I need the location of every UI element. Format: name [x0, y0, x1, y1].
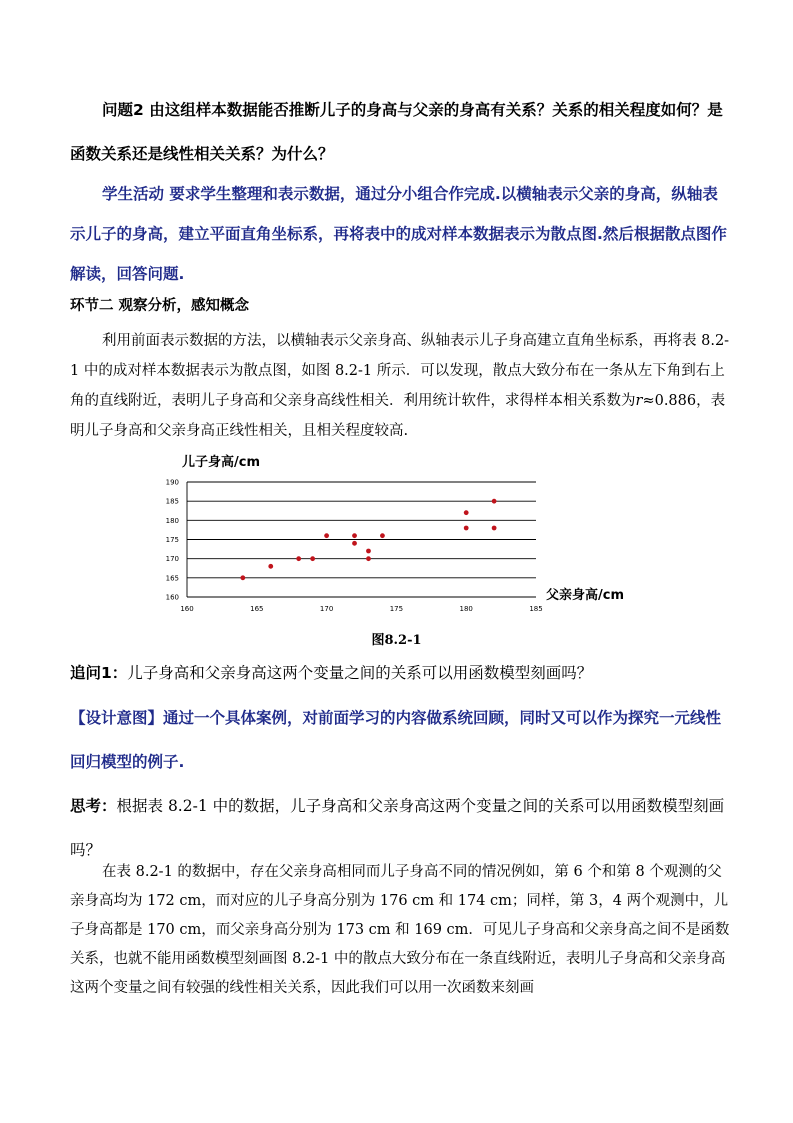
y-tick-label: 170: [165, 555, 179, 564]
approx-symbol: ≈: [642, 393, 655, 409]
intro-text-before: 利用前面表示数据的方法，以横轴表示父亲身高、纵轴表示儿子身高建立直角坐标系，再将表 8.2-1 中的成对样本数据表示为散点图，如图 8.2-1 所示．可以发现，散点大致分布在一条从左下角到右上角的直线附近，表明儿子身高和父亲身高线性相关．利用统计软件，求得样本相关系数为: [70, 333, 730, 409]
data-point: [310, 556, 315, 561]
student-activity-label: 学生活动: [102, 185, 165, 203]
data-point: [240, 575, 245, 580]
data-point: [352, 533, 357, 538]
student-activity: [70, 174, 732, 294]
y-tick-label: 185: [165, 497, 179, 506]
data-point: [464, 526, 469, 531]
data-point: [324, 533, 329, 538]
data-point: [492, 499, 497, 504]
intro-paragraph: [70, 326, 732, 446]
x-tick-label: 180: [459, 605, 473, 613]
design-label: 【设计意图】: [70, 709, 164, 727]
figure-caption: 图8.2-1: [371, 633, 422, 648]
scatter-chart: [150, 448, 650, 613]
y-tick-label: 190: [165, 478, 179, 487]
think-text: 根据表 8.2-1 中的数据，儿子身高和父亲身高这两个变量之间的关系可以用函数模型刻画吗？: [70, 797, 725, 859]
design-intent: [70, 696, 732, 784]
y-axis-label: 儿子身高/cm: [182, 455, 261, 470]
y-tick-label: 165: [165, 574, 179, 583]
intro-text-after: ，表明儿子身高和父亲身高正线性相关，且相关程度较高.: [70, 393, 726, 439]
x-axis-label: 父亲身高/cm: [546, 588, 625, 603]
x-tick-label: 160: [180, 605, 194, 613]
y-tick-label: 160: [165, 593, 179, 602]
data-point: [380, 533, 385, 538]
x-tick-label: 170: [319, 605, 334, 613]
data-point: [366, 549, 371, 554]
plot-area: [166, 479, 543, 614]
r-value: 0.886: [654, 393, 697, 409]
section-heading: 环节二 观察分析，感知概念: [70, 298, 250, 314]
question-2-text: 由这组样本数据能否推断儿子的身高与父亲的身高有关系？关系的相关程度如何？是函数关系还是线性相关关系？为什么？: [70, 101, 723, 163]
data-point: [464, 510, 469, 515]
x-tick-label: 175: [389, 605, 404, 613]
data-point: [268, 564, 273, 569]
followup-question: [70, 660, 732, 686]
y-tick-label: 180: [165, 516, 179, 525]
y-tick-label: 175: [165, 536, 179, 544]
x-tick-label: 185: [529, 605, 543, 613]
data-point: [296, 556, 301, 561]
followup-label: 追问1：: [70, 664, 128, 682]
design-text: 通过一个具体案例，对前面学习的内容做系统回顾，同时又可以作为探究一元线性回归模型的例子.: [70, 709, 722, 771]
followup-text: 儿子身高和父亲身高这两个变量之间的关系可以用函数模型刻画吗？: [127, 664, 593, 682]
x-tick-label: 165: [250, 605, 264, 613]
analysis-paragraph: 在表 8.2-1 的数据中，存在父亲身高相同而儿子身高不同的情况例如，第 6 个和第 8 个观测的父亲身高均为 172 cm，而对应的儿子身高分别为 176 cm 和 174 cm；同样，第 3，4 两个观测中，儿子身高都是 170 cm，而父亲身高分别为 173 cm 和 169 cm．可见儿子身高和父亲身高之间不是函数关系，也就不能用函数模型刻画图 8.2-1 中的散点大致分布在一条直线附近，表明儿子身高和父亲身高这两个变量之间有较强的线性相关关系，因此我们可以用一次函数来刻画: [70, 864, 730, 996]
think-label: 思考：: [70, 797, 117, 815]
data-point: [352, 541, 357, 546]
data-point: [492, 526, 497, 531]
question-2-label: 问题2: [102, 101, 144, 119]
student-activity-text: 要求学生整理和表示数据，通过分小组合作完成.以横轴表示父亲的身高，纵轴表示儿子的身高，建立平面直角坐标系，再将表中的成对样本数据表示为散点图.然后根据散点图作解读，回答问题.: [70, 185, 727, 283]
question-2: [70, 88, 732, 176]
data-point: [366, 556, 371, 561]
r-symbol: r: [635, 393, 643, 409]
